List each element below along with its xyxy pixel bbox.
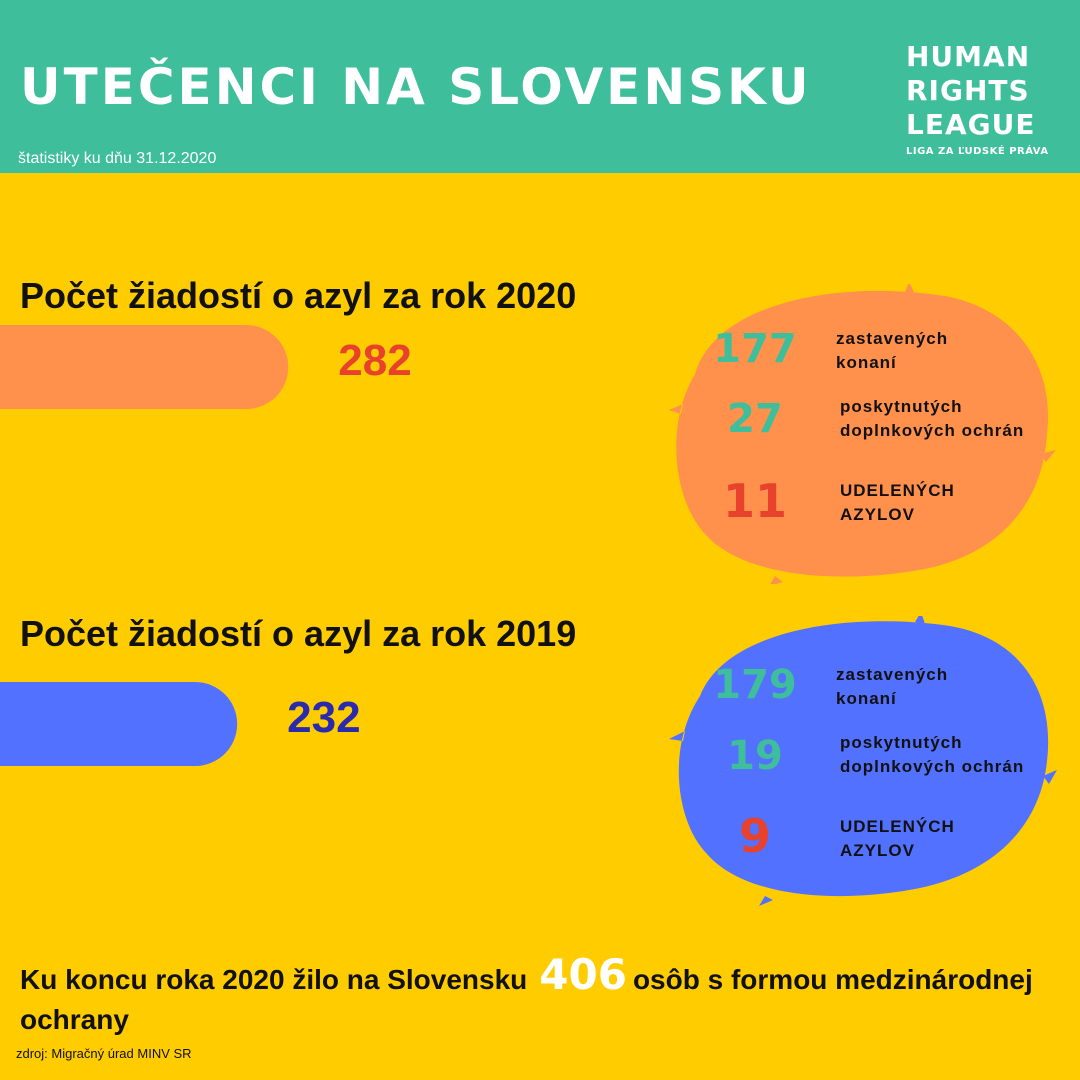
bar-2019 [0,682,237,766]
logo-subtitle: LIGA ZA ĽUDSKÉ PRÁVA [906,146,1049,157]
footer-highlight-number: 406 [539,950,627,999]
stat-2020-subsidiary-label-line2: doplnkových ochrán [840,421,1025,440]
chart-title-2019: Počet žiadostí o azyl za rok 2019 [20,613,577,654]
footer-text-before: Ku koncu roka 2020 žilo na Slovensku [20,964,528,995]
logo-line-2: RIGHTS [906,74,1030,107]
stat-2020-subsidiary-value: 27 [727,396,783,442]
footer-text-after: osôb s formou medzinárodnej ochrany [20,964,1033,1035]
logo-line-1: HUMAN [906,40,1031,73]
stat-2019-asylum-label-line1: UDELENÝCH [840,817,955,836]
stat-2020-asylum-value: 11 [722,474,787,528]
bar-chart-2019 [0,682,420,772]
chart-title-2020: Počet žiadostí o azyl za rok 2020 [20,275,577,316]
stat-2020-closed-value: 177 [713,326,797,372]
stat-2020-closed-label-line1: zastavených [836,329,949,348]
bar-value-label-2020: 282 [338,336,412,385]
stat-2019-closed-label [836,663,948,711]
stat-2019-subsidiary-label [840,731,1024,779]
human-rights-league-logo [906,40,1056,157]
stat-2019-subsidiary-label-line2: doplnkových ochrán [840,757,1025,776]
stat-2019-subsidiary-value: 19 [727,733,783,779]
footer-summary [20,950,1060,1040]
page-title: UTEČENCI NA SLOVENSKU [20,58,812,116]
stat-2020-closed-label [836,327,948,375]
bar-2020 [0,325,288,409]
stat-2019-subsidiary-label-line1: poskytnutých [840,733,963,752]
stat-2019-asylum-label-line2: AZYLOV [840,841,915,860]
bar-value-label-2019: 232 [287,693,361,742]
stat-2019-asylum-value: 9 [738,809,771,863]
stat-2019-closed-label-line1: zastavených [836,665,949,684]
stat-2020-closed-label-line2: konaní [836,353,897,372]
stat-2019-closed-value: 179 [713,662,797,708]
stat-2020-asylum-label-line1: UDELENÝCH [840,481,955,500]
stat-2020-asylum-label-line2: AZYLOV [840,505,915,524]
stat-2019-asylum-label [840,815,955,863]
logo-line-3: LEAGUE [906,108,1036,141]
source-note: zdroj: Migračný úrad MINV SR [16,1046,192,1061]
page-subtitle: štatistiky ku dňu 31.12.2020 [18,150,217,167]
header-banner [0,0,1080,173]
stat-2020-subsidiary-label [840,395,1024,443]
stat-2020-asylum-label [840,479,955,527]
stat-2019-closed-label-line2: konaní [836,689,897,708]
stat-2020-subsidiary-label-line1: poskytnutých [840,397,963,416]
bar-chart-2020 [0,325,420,415]
